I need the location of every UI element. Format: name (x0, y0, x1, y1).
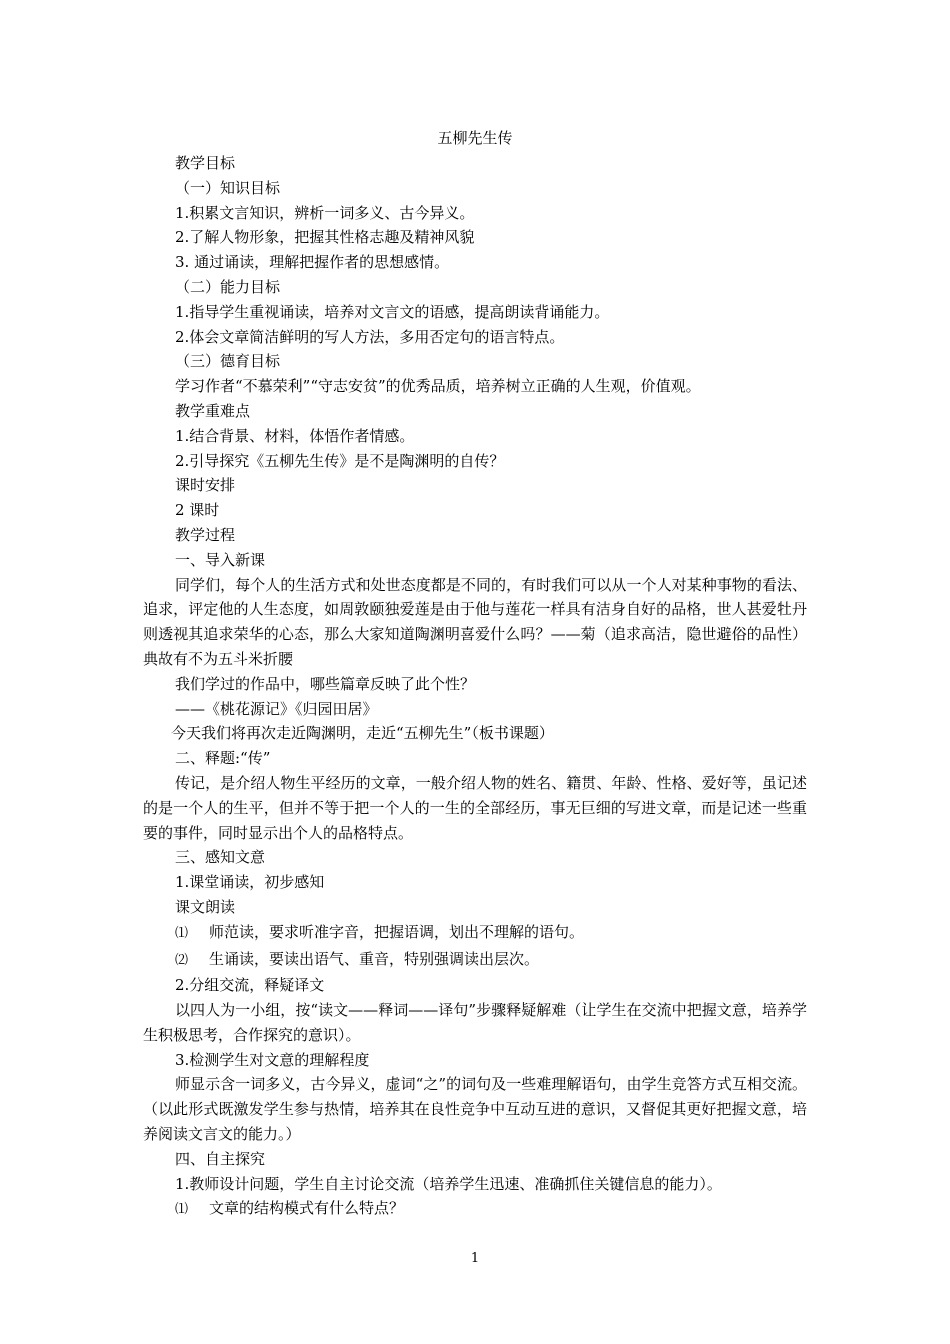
paragraph: 课时安排 (175, 476, 236, 495)
list-marker: ⑴ (175, 1202, 189, 1218)
paragraph: 三、感知文意 (175, 848, 266, 867)
paragraph: 以四人为一小组，按“读文——释词——译句”步骤释疑解难（让学生在交流中把握文意，培养学生积极思考，合作探究的意识）。 (143, 1001, 807, 1044)
list-item (143, 920, 807, 947)
paragraph: 今天我们将再次走近陶渊明，走近“五柳先生”（板书课题） (171, 724, 554, 743)
paragraph: 四、自主探究 (175, 1149, 266, 1168)
paragraph: 2.体会文章简洁鲜明的写人方法，多用否定句的语言特点。 (175, 327, 565, 346)
paragraph: 2 课时 (175, 501, 220, 520)
page-number: 1 (470, 1251, 480, 1266)
paragraph: （一）知识目标 (175, 178, 281, 197)
list-marker: ⑵ (175, 952, 189, 968)
paragraph: 1.指导学生重视诵读，培养对文言文的语感，提高朗读背诵能力。 (175, 302, 610, 321)
list-item-text: 师范读，要求听准字音，把握语调，划出不理解的语句。 (209, 922, 585, 941)
paragraph: 一、导入新课 (175, 550, 266, 569)
list-item-text: 文章的结构模式有什么特点？ (209, 1199, 405, 1218)
paragraph: 教学过程 (175, 525, 236, 544)
paragraph: ——《桃花源记》《归园田居》 (175, 699, 378, 718)
paragraph: （三）德育目标 (175, 352, 281, 371)
list-item (143, 1196, 807, 1223)
paragraph: 1.结合背景、材料，体悟作者情感。 (175, 426, 415, 445)
paragraph: 师显示含一词多义，古今异义，虚词“之”的词句及一些难理解语句，由学生竞答方式互相交流。（以此形式既激发学生参与热情，培养其在良性竞争中互动互进的意识，又督促其更好把握文意，培养阅读文言文的能力。） (143, 1075, 807, 1144)
paragraph: 3.检测学生对文意的理解程度 (175, 1050, 370, 1069)
document-title: 五柳先生传 (437, 129, 513, 147)
paragraph: 1.积累文言知识，辨析一词多义、古今异义。 (175, 203, 475, 222)
paragraph: 传记，是介绍人物生平经历的文章，一般介绍人物的姓名、籍贯、年龄、性格、爱好等，虽记述的是一个人的生平，但并不等于把一个人的一生的全部经历，事无巨细的写进文章，而是记述一些重要的事件，同时显示出个人的品格特点。 (143, 773, 807, 842)
paragraph: 二、释题:“传” (175, 749, 271, 768)
paragraph: 教学目标 (175, 154, 236, 172)
paragraph: 1.教师设计问题，学生自主讨论交流（培养学生迅速、准确抓住关键信息的能力）。 (175, 1174, 722, 1193)
paragraph: 2.了解人物形象，把握其性格志趣及精神风貌 (175, 228, 475, 247)
paragraph: 同学们，每个人的生活方式和处世态度都是不同的，有时我们可以从一个人对某种事物的看法、追求，评定他的人生态度，如周敦颐独爱莲是由于他与莲花一样具有洁身自好的品格，世人甚爱牡丹则透视其追求荣华的心态，那么大家知道陶渊明喜爱什么吗？——菊（追求高洁，隐世避俗的品性）典故有不为五斗米折腰 (143, 575, 807, 668)
list-item (143, 947, 807, 974)
paragraph: （二）能力目标 (175, 277, 281, 296)
paragraph: 2.分组交流，释疑译文 (175, 976, 325, 995)
paragraph: 教学重难点 (175, 401, 251, 420)
paragraph: 3. 通过诵读，理解把握作者的思想感情。 (175, 253, 450, 272)
paragraph: 课文朗读 (175, 897, 236, 916)
document-body (143, 151, 807, 1223)
paragraph: 1.课堂诵读，初步感知 (175, 873, 325, 892)
list-marker: ⑴ (175, 925, 189, 941)
list-item-text: 生诵读，要读出语气、重音，特别强调读出层次。 (209, 949, 540, 968)
paragraph: 我们学过的作品中，哪些篇章反映了此个性？ (175, 674, 476, 693)
paragraph: 2.引导探究《五柳先生传》是不是陶渊明的自传？ (175, 451, 505, 470)
paragraph: 学习作者“不慕荣利”“守志安贫”的优秀品质，培养树立正确的人生观，价值观。 (175, 377, 701, 396)
